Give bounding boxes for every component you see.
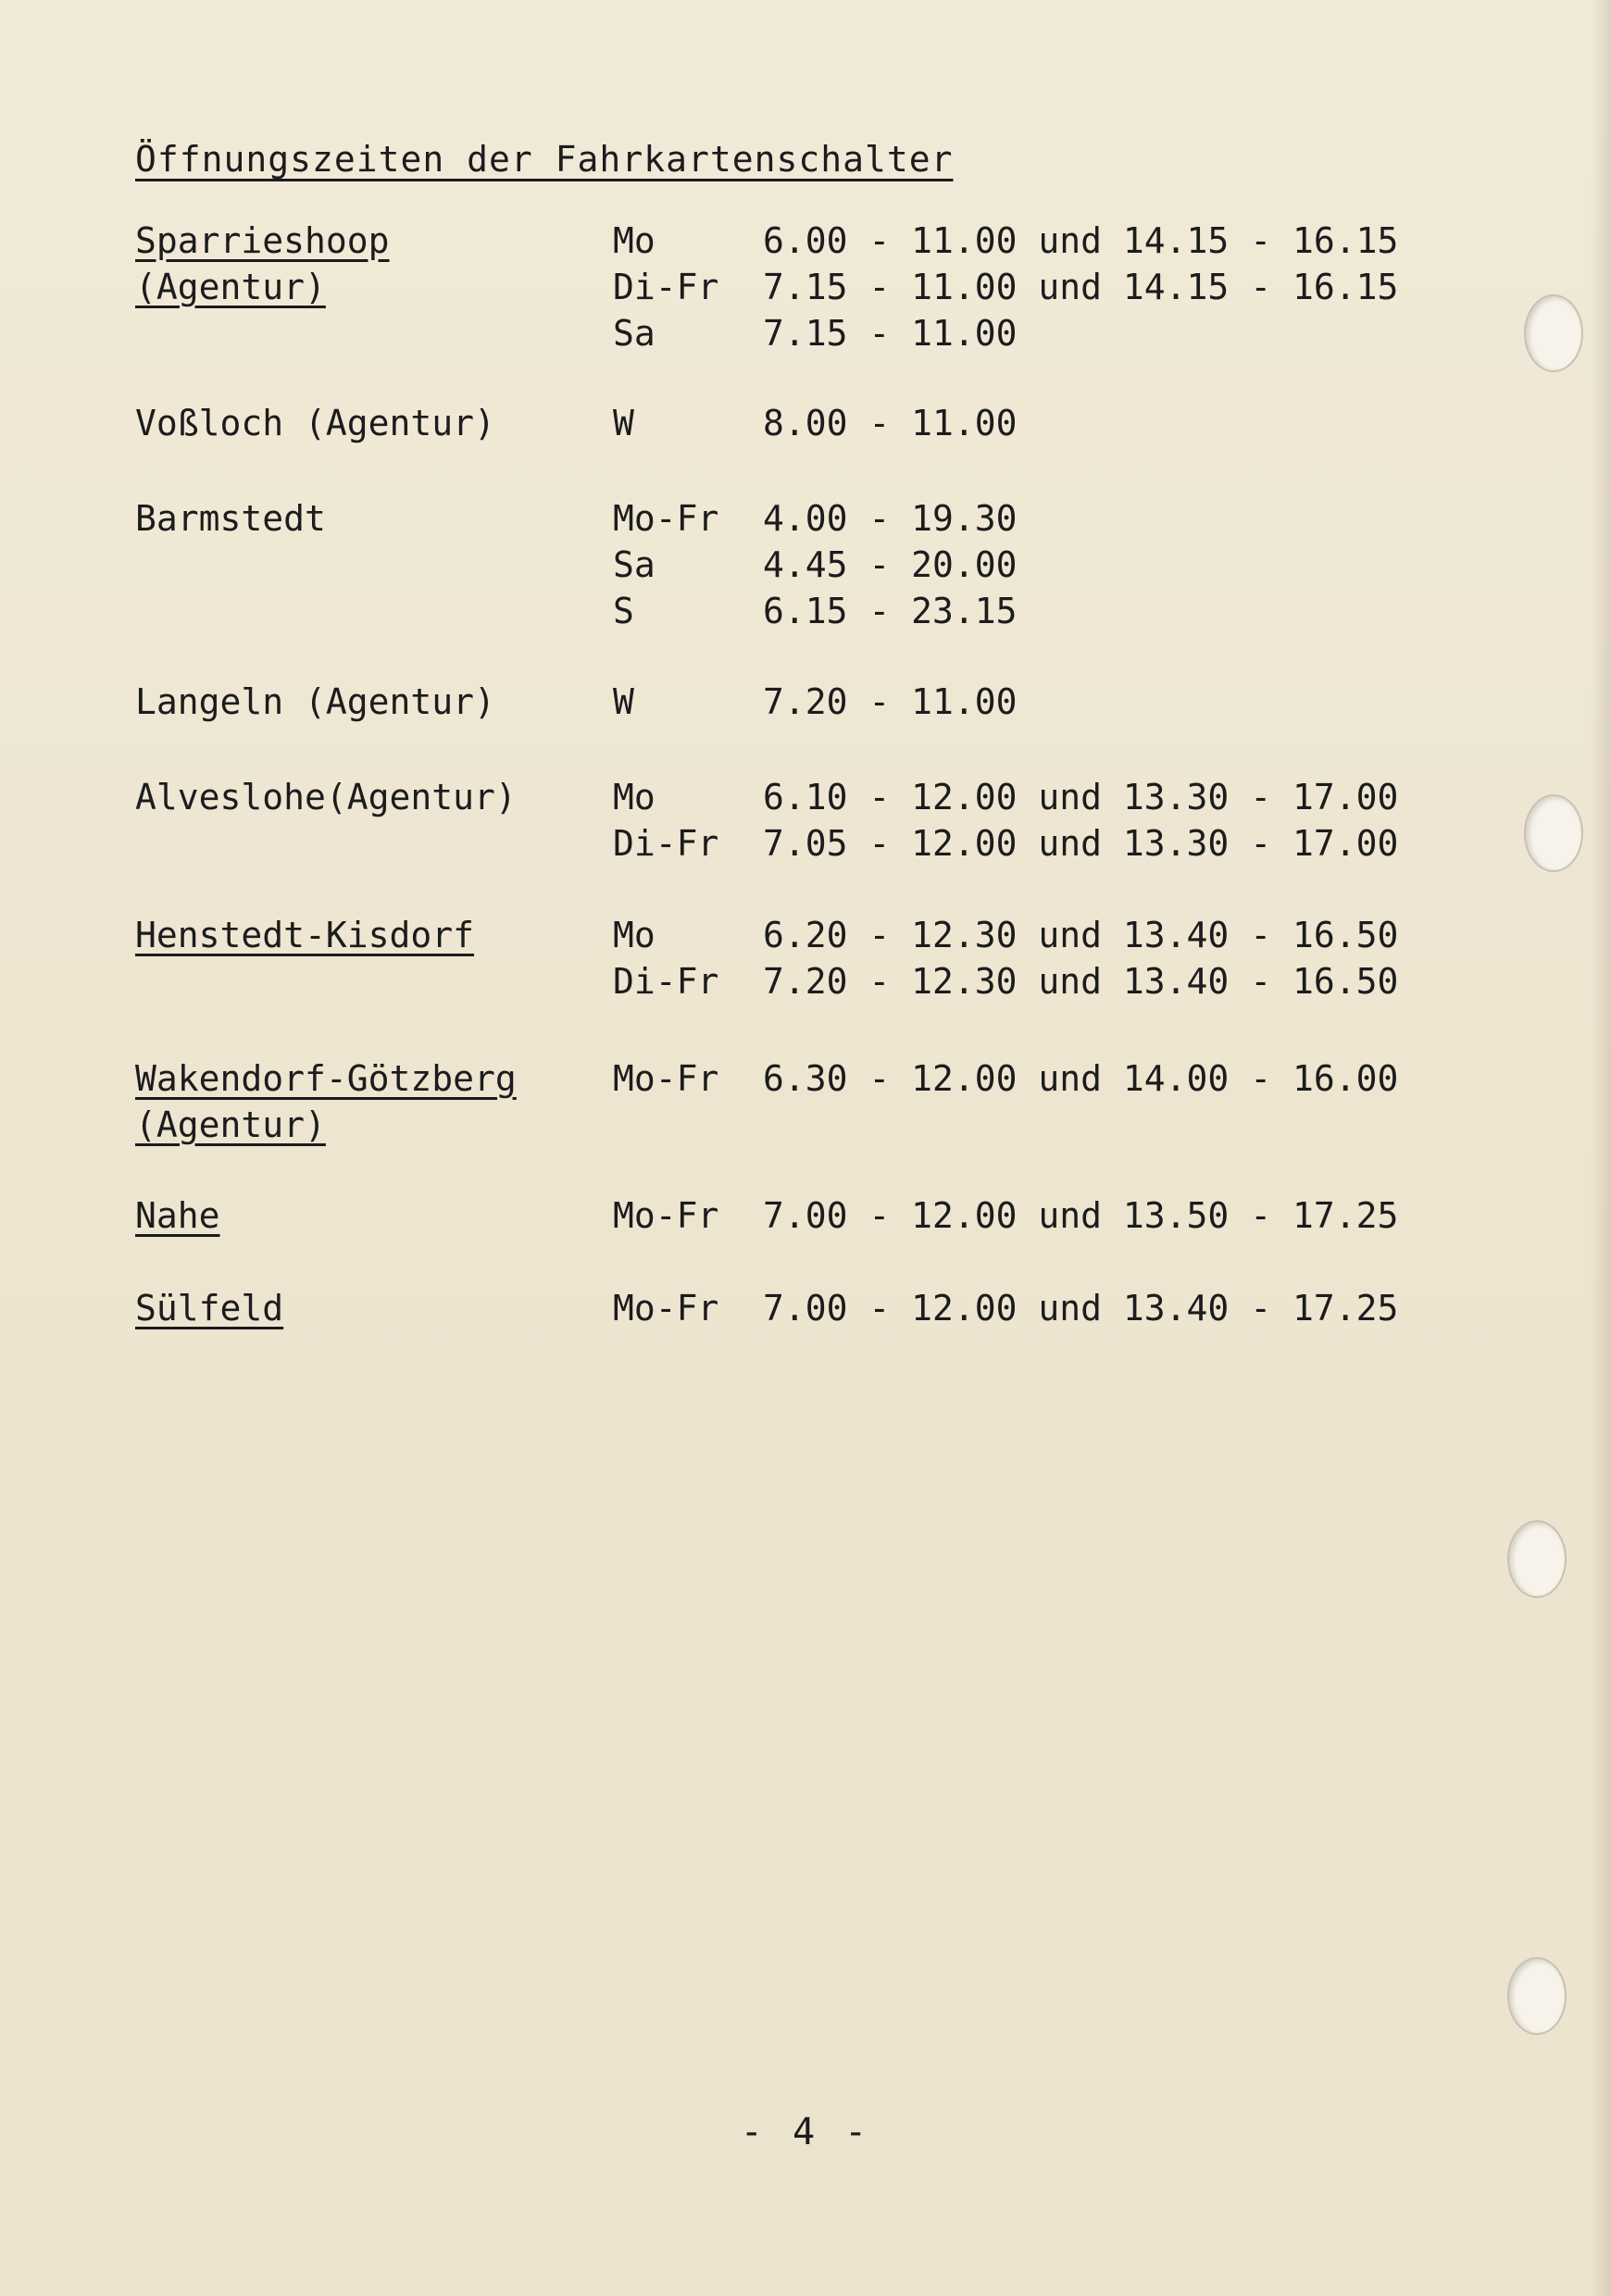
hours-row bbox=[613, 218, 1398, 264]
hours-row bbox=[613, 310, 1018, 356]
days-label: Di-Fr bbox=[613, 823, 719, 864]
times-value: 7.00 - 12.00 und 13.40 - 17.25 bbox=[763, 1288, 1399, 1329]
station-name: Voßloch (Agentur) bbox=[135, 403, 495, 443]
times-value: 4.45 - 20.00 bbox=[763, 544, 1018, 585]
times-value: 8.00 - 11.00 bbox=[763, 403, 1018, 443]
hours-row bbox=[613, 958, 1398, 1004]
days-label: Sa bbox=[613, 313, 656, 354]
page-title: Öffnungszeiten der Fahrkartenschalter bbox=[135, 139, 954, 180]
days-label: Mo bbox=[613, 777, 656, 817]
punch-hole bbox=[1507, 1957, 1567, 2035]
hours-row bbox=[613, 820, 1398, 867]
days-label: Mo bbox=[613, 220, 656, 261]
times-value: 6.10 - 12.00 und 13.30 - 17.00 bbox=[763, 777, 1399, 817]
station-name: Nahe bbox=[135, 1195, 220, 1236]
punch-hole bbox=[1524, 794, 1583, 872]
times-value: 6.30 - 12.00 und 14.00 - 16.00 bbox=[763, 1058, 1399, 1099]
hours-row bbox=[613, 1285, 1398, 1331]
days-label: W bbox=[613, 681, 634, 722]
hours-row bbox=[613, 495, 1018, 542]
days-label: Di-Fr bbox=[613, 267, 719, 307]
times-value: 7.15 - 11.00 bbox=[763, 313, 1018, 354]
station-name: Barmstedt bbox=[135, 498, 326, 539]
hours-row bbox=[613, 774, 1398, 820]
days-label: Sa bbox=[613, 544, 656, 585]
punch-hole bbox=[1524, 294, 1583, 372]
times-value: 6.20 - 12.30 und 13.40 - 16.50 bbox=[763, 915, 1399, 955]
hours-row bbox=[613, 400, 1018, 446]
hours-row bbox=[613, 588, 1018, 634]
station-name: Sparrieshoop (Agentur) bbox=[135, 220, 390, 307]
times-value: 4.00 - 19.30 bbox=[763, 498, 1018, 539]
station-name: Sülfeld bbox=[135, 1288, 284, 1329]
hours-row bbox=[613, 1192, 1398, 1239]
days-label: Mo-Fr bbox=[613, 1288, 719, 1329]
days-label: Di-Fr bbox=[613, 961, 719, 1002]
days-label: W bbox=[613, 403, 634, 443]
station-name: Henstedt-Kisdorf bbox=[135, 915, 475, 955]
days-label: Mo-Fr bbox=[613, 1058, 719, 1099]
days-label: S bbox=[613, 591, 634, 631]
times-value: 7.15 - 11.00 und 14.15 - 16.15 bbox=[763, 267, 1399, 307]
times-value: 7.00 - 12.00 und 13.50 - 17.25 bbox=[763, 1195, 1399, 1236]
station-name: Langeln (Agentur) bbox=[135, 681, 495, 722]
page-number: - 4 - bbox=[740, 2111, 871, 2153]
days-label: Mo-Fr bbox=[613, 1195, 719, 1236]
times-value: 6.00 - 11.00 und 14.15 - 16.15 bbox=[763, 220, 1399, 261]
times-value: 7.20 - 11.00 bbox=[763, 681, 1018, 722]
hours-row bbox=[613, 1055, 1398, 1102]
station-name: Alveslohe(Agentur) bbox=[135, 777, 517, 817]
hours-row bbox=[613, 912, 1398, 958]
station-name: Wakendorf-Götzberg (Agentur) bbox=[135, 1058, 517, 1145]
punch-hole bbox=[1507, 1520, 1567, 1598]
times-value: 7.05 - 12.00 und 13.30 - 17.00 bbox=[763, 823, 1399, 864]
hours-row bbox=[613, 542, 1018, 588]
days-label: Mo-Fr bbox=[613, 498, 719, 539]
page-edge-shadow bbox=[1591, 0, 1611, 2296]
days-label: Mo bbox=[613, 915, 656, 955]
times-value: 6.15 - 23.15 bbox=[763, 591, 1018, 631]
times-value: 7.20 - 12.30 und 13.40 - 16.50 bbox=[763, 961, 1399, 1002]
hours-row bbox=[613, 679, 1018, 725]
hours-row bbox=[613, 264, 1398, 310]
